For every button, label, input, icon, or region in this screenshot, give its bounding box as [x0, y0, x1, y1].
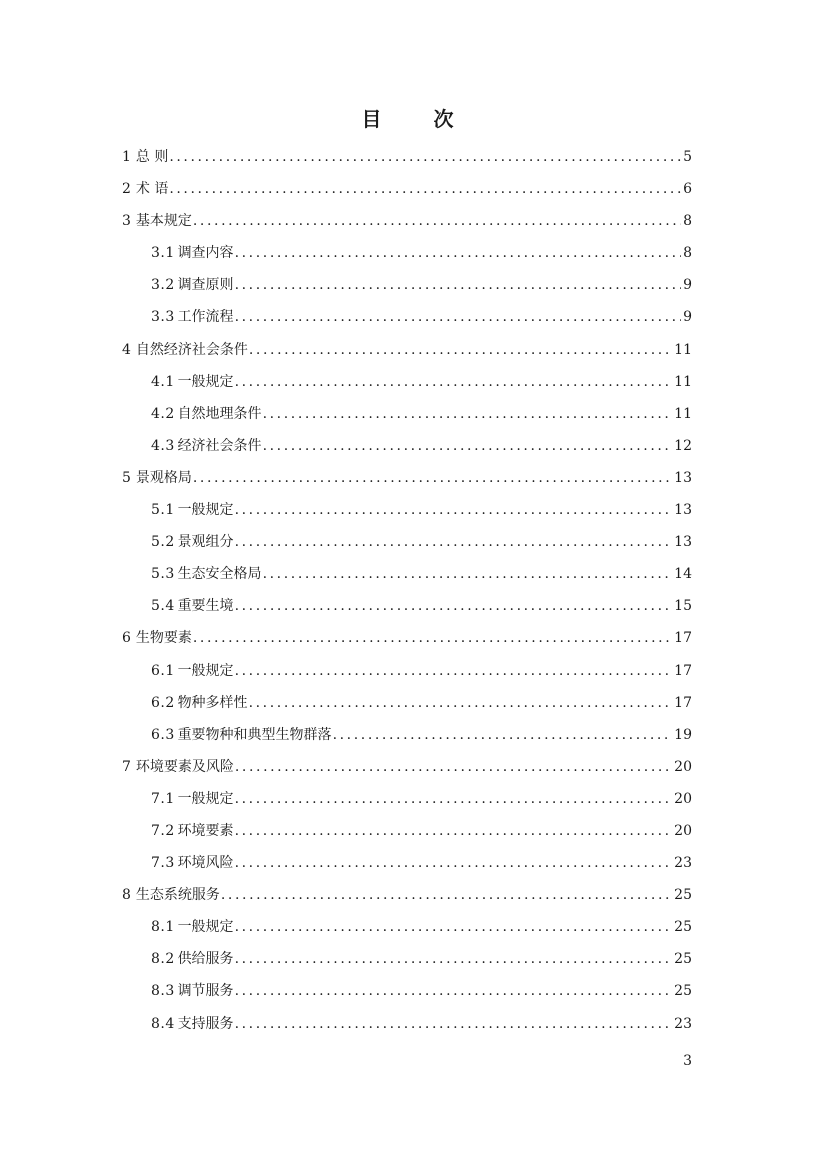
toc-entry-text: 环境要素及风险 — [135, 758, 234, 775]
toc-entry-text: 生态安全格局 — [177, 566, 262, 583]
toc-dot-leader — [235, 595, 673, 617]
toc-entry-text: 重要生境 — [177, 598, 234, 615]
toc-subsection-entry[interactable] — [122, 403, 692, 435]
toc-entry-label — [151, 531, 234, 553]
toc-entry-label — [122, 339, 248, 361]
toc-entry-number: 6.3 — [151, 726, 175, 743]
toc-dot-leader — [235, 274, 682, 296]
toc-entry-label — [151, 820, 234, 842]
toc-subsection-entry[interactable] — [122, 563, 692, 595]
toc-entry-label — [122, 146, 168, 168]
toc-entry-text: 自然地理条件 — [177, 405, 262, 422]
toc-subsection-entry[interactable] — [122, 595, 692, 627]
toc-entry-page: 15 — [674, 598, 692, 615]
toc-entry-page: 8 — [683, 213, 692, 230]
toc-entry-label — [151, 916, 234, 938]
toc-dot-leader — [193, 627, 672, 649]
toc-entry-number: 4 — [122, 341, 132, 358]
toc-entry-page: 17 — [674, 662, 692, 679]
toc-subsection-entry[interactable] — [122, 852, 692, 884]
toc-dot-leader — [169, 178, 681, 200]
toc-entry-text: 经济社会条件 — [177, 437, 262, 454]
toc-dot-leader — [235, 531, 673, 553]
toc-entry-page: 12 — [674, 437, 692, 454]
toc-entry-text: 景观格局 — [135, 469, 192, 486]
toc-subsection-entry[interactable] — [122, 660, 692, 692]
toc-entry-text: 一般规定 — [177, 502, 234, 519]
toc-entry-label — [122, 467, 192, 489]
toc-entry-label — [151, 563, 262, 585]
toc-entry-number: 7 — [122, 758, 132, 775]
toc-entry-text: 调查内容 — [177, 245, 234, 262]
toc-entry-label — [151, 788, 234, 810]
toc-entry-page: 9 — [683, 309, 692, 326]
toc-entry-text: 重要物种和典型生物群落 — [177, 726, 332, 743]
page-title: 目 次 — [361, 107, 470, 131]
toc-entry-number: 3 — [122, 213, 132, 230]
toc-entry-page: 6 — [683, 181, 692, 198]
toc-entry-text: 一般规定 — [177, 662, 234, 679]
toc-section-entry[interactable] — [122, 339, 692, 371]
toc-entry-page: 11 — [674, 373, 692, 390]
toc-entry-page: 20 — [674, 790, 692, 807]
toc-entry-page: 8 — [683, 245, 692, 262]
toc-entry-number: 8.3 — [151, 983, 175, 1000]
toc-entry-label — [151, 980, 234, 1002]
toc-entry-number: 1 — [122, 149, 132, 165]
toc-entry-number: 5.2 — [151, 534, 175, 551]
toc-entry-text: 环境要素 — [177, 822, 234, 839]
toc-entry-label — [151, 242, 234, 264]
toc-entry-label — [151, 371, 234, 393]
toc-subsection-entry[interactable] — [122, 692, 692, 724]
toc-entry-page: 13 — [674, 534, 692, 551]
toc-subsection-entry[interactable] — [122, 306, 692, 338]
toc-entry-page: 11 — [674, 405, 692, 422]
toc-dot-leader — [235, 916, 673, 938]
toc-entry-page: 17 — [674, 694, 692, 711]
toc-entry-number: 7.3 — [151, 855, 175, 872]
toc-entry-text: 基本规定 — [135, 213, 192, 230]
toc-dot-leader — [235, 852, 673, 874]
toc-dot-leader — [193, 467, 672, 489]
toc-entry-number: 6 — [122, 630, 132, 647]
toc-entry-number: 3.2 — [151, 277, 175, 294]
toc-entry-page: 20 — [674, 822, 692, 839]
toc-entry-page: 19 — [674, 726, 692, 743]
toc-entry-text: 环境风险 — [177, 855, 234, 872]
toc-entry-label — [122, 627, 192, 649]
toc-section-entry[interactable] — [122, 146, 692, 178]
toc-entry-label — [151, 948, 234, 970]
toc-entry-text: 物种多样性 — [177, 694, 248, 711]
toc-dot-leader — [249, 339, 672, 361]
toc-entry-label — [151, 306, 234, 328]
toc-entry-text: 生态系统服务 — [135, 887, 220, 904]
toc-entry-label — [151, 852, 234, 874]
toc-subsection-entry[interactable] — [122, 242, 692, 274]
toc-dot-leader — [235, 242, 682, 264]
toc-entry-number: 7.2 — [151, 822, 175, 839]
toc-entry-number: 3.1 — [151, 245, 175, 262]
toc-entry-page: 23 — [674, 1015, 692, 1032]
toc-entry-label — [151, 274, 234, 296]
toc-entry-number: 2 — [122, 181, 132, 198]
table-of-contents — [122, 146, 692, 1045]
toc-entry-label — [122, 178, 168, 200]
toc-entry-number: 8.2 — [151, 951, 175, 968]
toc-dot-leader — [235, 820, 673, 842]
toc-subsection-entry[interactable] — [122, 724, 692, 756]
toc-entry-text: 总 则 — [135, 149, 169, 165]
toc-subsection-entry[interactable] — [122, 435, 692, 467]
toc-entry-number: 5.4 — [151, 598, 175, 615]
toc-entry-text: 景观组分 — [177, 534, 234, 551]
toc-entry-text: 调节服务 — [177, 983, 234, 1000]
toc-entry-number: 8 — [122, 887, 132, 904]
toc-entry-page: 5 — [683, 149, 692, 165]
toc-entry-number: 5 — [122, 469, 132, 486]
toc-entry-page: 25 — [674, 983, 692, 1000]
toc-section-entry[interactable] — [122, 178, 692, 210]
toc-entry-page: 13 — [674, 469, 692, 486]
toc-entry-label — [151, 435, 262, 457]
toc-entry-label — [151, 724, 332, 746]
toc-entry-label — [151, 595, 234, 617]
toc-dot-leader — [263, 403, 673, 425]
toc-dot-leader — [235, 948, 673, 970]
toc-entry-text: 一般规定 — [177, 790, 234, 807]
toc-dot-leader — [221, 884, 672, 906]
toc-entry-number: 8.1 — [151, 919, 175, 936]
toc-entry-text: 一般规定 — [177, 373, 234, 390]
toc-entry-label — [151, 692, 248, 714]
toc-dot-leader — [193, 210, 681, 232]
toc-dot-leader — [169, 146, 681, 168]
toc-dot-leader — [235, 980, 673, 1002]
toc-subsection-entry[interactable] — [122, 499, 692, 531]
toc-subsection-entry[interactable] — [122, 1013, 692, 1045]
toc-entry-page: 25 — [674, 887, 692, 904]
toc-entry-text: 供给服务 — [177, 951, 234, 968]
toc-entry-label — [122, 210, 192, 232]
toc-dot-leader — [235, 306, 682, 328]
toc-entry-label — [151, 660, 234, 682]
toc-subsection-entry[interactable] — [122, 916, 692, 948]
toc-entry-label — [151, 403, 262, 425]
toc-dot-leader — [333, 724, 673, 746]
toc-dot-leader — [235, 660, 673, 682]
toc-section-entry[interactable] — [122, 627, 692, 659]
toc-subsection-entry[interactable] — [122, 274, 692, 306]
toc-entry-text: 调查原则 — [177, 277, 234, 294]
toc-section-entry[interactable] — [122, 210, 692, 242]
toc-entry-number: 4.1 — [151, 373, 175, 390]
toc-entry-label — [122, 884, 220, 906]
toc-section-entry[interactable] — [122, 756, 692, 788]
toc-subsection-entry[interactable] — [122, 371, 692, 403]
toc-entry-text: 生物要素 — [135, 630, 192, 647]
toc-entry-number: 4.2 — [151, 405, 175, 422]
toc-dot-leader — [235, 788, 673, 810]
toc-dot-leader — [249, 692, 673, 714]
toc-entry-number: 6.2 — [151, 694, 175, 711]
toc-entry-page: 17 — [674, 630, 692, 647]
toc-entry-page: 9 — [683, 277, 692, 294]
toc-dot-leader — [235, 499, 673, 521]
toc-entry-label — [122, 756, 234, 778]
toc-entry-page: 23 — [674, 855, 692, 872]
toc-entry-text: 工作流程 — [177, 309, 234, 326]
toc-entry-page: 13 — [674, 502, 692, 519]
toc-subsection-entry[interactable] — [122, 820, 692, 852]
toc-dot-leader — [235, 756, 672, 778]
toc-subsection-entry[interactable] — [122, 948, 692, 980]
toc-entry-page: 25 — [674, 919, 692, 936]
toc-entry-label — [151, 499, 234, 521]
toc-entry-page: 20 — [674, 758, 692, 775]
toc-entry-page: 11 — [674, 341, 692, 358]
toc-entry-number: 5.3 — [151, 566, 175, 583]
toc-entry-page: 25 — [674, 951, 692, 968]
toc-dot-leader — [263, 563, 673, 585]
toc-entry-text: 一般规定 — [177, 919, 234, 936]
page-number: 3 — [683, 1053, 692, 1069]
toc-entry-number: 6.1 — [151, 662, 175, 679]
toc-entry-label — [151, 1013, 234, 1035]
toc-dot-leader — [235, 371, 673, 393]
toc-subsection-entry[interactable] — [122, 531, 692, 563]
toc-entry-page: 14 — [674, 566, 692, 583]
toc-entry-text: 支持服务 — [177, 1015, 234, 1032]
toc-entry-number: 8.4 — [151, 1015, 175, 1032]
toc-subsection-entry[interactable] — [122, 980, 692, 1012]
toc-dot-leader — [235, 1013, 673, 1035]
toc-entry-text: 术 语 — [135, 181, 169, 198]
toc-entry-number: 7.1 — [151, 790, 175, 807]
toc-dot-leader — [263, 435, 673, 457]
toc-section-entry[interactable] — [122, 884, 692, 916]
toc-section-entry[interactable] — [122, 467, 692, 499]
toc-entry-number: 4.3 — [151, 437, 175, 454]
toc-subsection-entry[interactable] — [122, 788, 692, 820]
toc-entry-number: 5.1 — [151, 502, 175, 519]
toc-entry-number: 3.3 — [151, 309, 175, 326]
toc-entry-text: 自然经济社会条件 — [135, 341, 248, 358]
